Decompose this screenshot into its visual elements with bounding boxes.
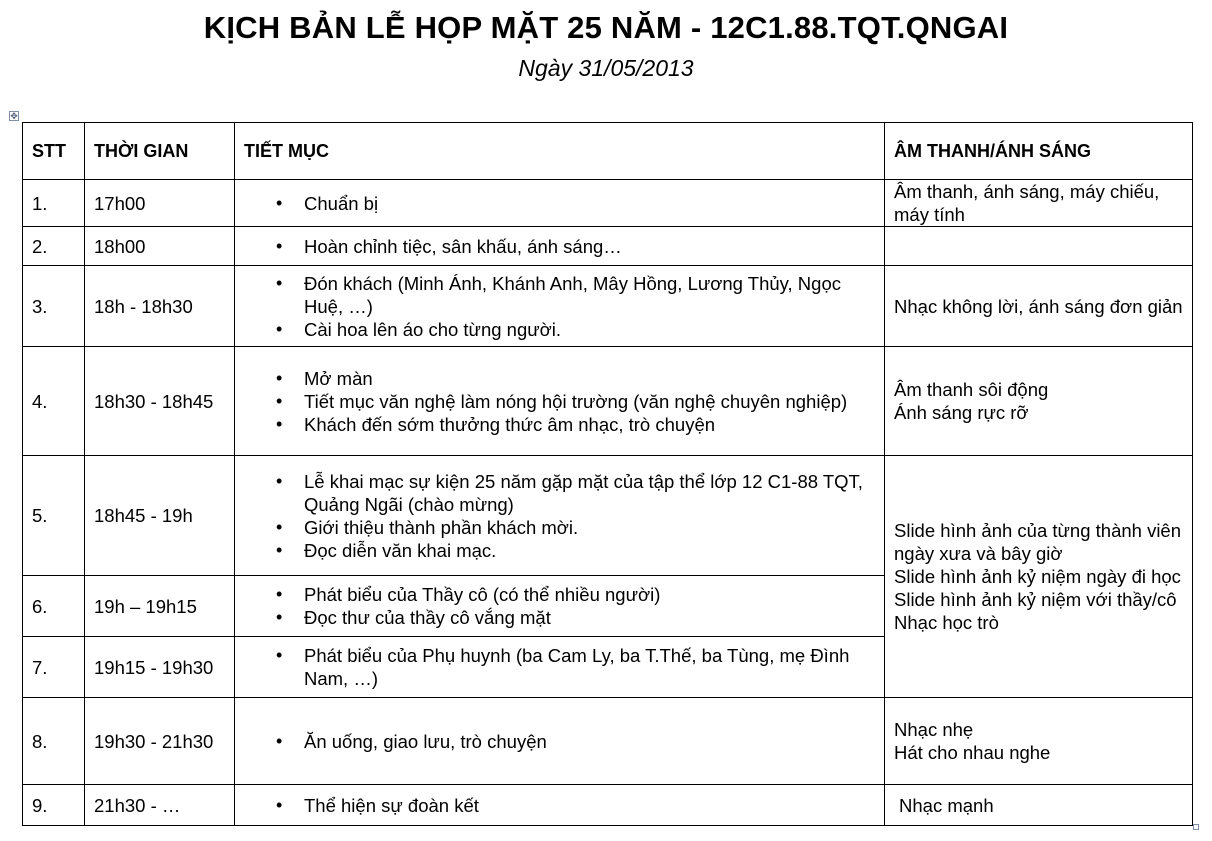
row-av xyxy=(885,266,1193,347)
list-item: • Cài hoa lên áo cho từng người. xyxy=(244,318,875,341)
row-items xyxy=(235,180,885,227)
table-header-row xyxy=(23,123,1193,180)
row-time: 19h15 - 19h30 xyxy=(85,637,235,698)
av-line: Nhạc học trò xyxy=(894,612,999,633)
row-stt: 4. xyxy=(23,347,85,456)
table-row xyxy=(23,227,1193,266)
row-stt: 2. xyxy=(23,227,85,266)
list-item: • Thể hiện sự đoàn kết xyxy=(244,794,875,817)
row-items xyxy=(235,637,885,698)
row-items xyxy=(235,227,885,266)
table-row xyxy=(23,456,1193,576)
row-items xyxy=(235,456,885,576)
row-items xyxy=(235,347,885,456)
list-item: • Đọc thư của thầy cô vắng mặt xyxy=(244,606,875,629)
row-time: 21h30 - … xyxy=(85,785,235,826)
list-item: • Mở màn xyxy=(244,367,875,390)
row-time: 18h00 xyxy=(85,227,235,266)
row-av xyxy=(885,180,1193,227)
av-line: Slide hình ảnh kỷ niệm ngày đi học xyxy=(894,566,1181,587)
row-av xyxy=(885,227,1193,266)
document-date: Ngày 31/05/2013 xyxy=(518,55,694,81)
row-time: 17h00 xyxy=(85,180,235,227)
av-line: Slide hình ảnh của từng thành viên ngày xưa và bây giờ xyxy=(894,520,1182,564)
header-time: THỜI GIAN xyxy=(85,123,235,180)
row-av xyxy=(885,785,1193,826)
row-items xyxy=(235,785,885,826)
row-items xyxy=(235,698,885,785)
row-stt: 5. xyxy=(23,456,85,576)
list-item: • Tiết mục văn nghệ làm nóng hội trường (văn nghệ chuyên nghiệp) xyxy=(244,390,875,413)
av-line: Nhạc không lời, ánh sáng đơn giản xyxy=(894,295,1183,317)
list-item: • Ăn uống, giao lưu, trò chuyện xyxy=(244,730,875,753)
table-row xyxy=(23,698,1193,785)
row-time: 18h45 - 19h xyxy=(85,456,235,576)
table-move-handle-icon[interactable]: ✥ xyxy=(10,111,18,121)
row-stt: 9. xyxy=(23,785,85,826)
av-line: Slide hình ảnh kỷ niệm với thầy/cô xyxy=(894,589,1177,610)
av-line: Nhạc nhẹ xyxy=(894,719,974,740)
list-item: • Chuẩn bị xyxy=(244,192,875,215)
table-row xyxy=(23,347,1193,456)
list-item: • Lễ khai mạc sự kiện 25 năm gặp mặt của tập thể lớp 12 C1-88 TQT, Quảng Ngãi (chào mừng) xyxy=(244,470,875,516)
row-av-merged xyxy=(885,456,1193,698)
row-av xyxy=(885,698,1193,785)
row-time: 19h – 19h15 xyxy=(85,576,235,637)
list-item: • Phát biểu của Phụ huynh (ba Cam Ly, ba T.Thế, ba Tùng, mẹ Đình Nam, …) xyxy=(244,644,875,690)
row-time: 19h30 - 21h30 xyxy=(85,698,235,785)
av-line: Âm thanh sôi động xyxy=(894,379,1049,400)
list-item: • Hoàn chỉnh tiệc, sân khấu, ánh sáng… xyxy=(244,235,875,258)
document-title: KỊCH BẢN LỄ HỌP MẶT 25 NĂM - 12C1.88.TQT.QNGAI xyxy=(203,10,1009,45)
header-stt: STT xyxy=(23,123,85,180)
row-stt: 6. xyxy=(23,576,85,637)
row-items xyxy=(235,576,885,637)
row-av xyxy=(885,347,1193,456)
schedule-table xyxy=(22,122,1193,826)
av-line: Âm thanh, ánh sáng, máy chiếu, máy tính xyxy=(894,181,1160,225)
row-stt: 8. xyxy=(23,698,85,785)
av-line: Hát cho nhau nghe xyxy=(894,742,1051,763)
list-item: • Khách đến sớm thưởng thức âm nhạc, trò chuyện xyxy=(244,413,875,436)
row-time: 18h30 - 18h45 xyxy=(85,347,235,456)
av-line: Ánh sáng rực rỡ xyxy=(894,402,1029,423)
header-item: TIẾT MỤC xyxy=(235,123,885,180)
row-stt: 7. xyxy=(23,637,85,698)
list-item: • Đón khách (Minh Ánh, Khánh Anh, Mây Hồng, Lương Thủy, Ngọc Huệ, …) xyxy=(244,272,875,318)
table-row xyxy=(23,785,1193,826)
row-stt: 3. xyxy=(23,266,85,347)
row-time: 18h - 18h30 xyxy=(85,266,235,347)
row-stt: 1. xyxy=(23,180,85,227)
row-items xyxy=(235,266,885,347)
list-item: • Giới thiệu thành phần khách mời. xyxy=(244,516,875,539)
av-line: Nhạc mạnh xyxy=(899,794,994,816)
table-resize-handle[interactable] xyxy=(1193,824,1199,830)
table-row xyxy=(23,180,1193,227)
table-row xyxy=(23,266,1193,347)
list-item: • Đọc diễn văn khai mạc. xyxy=(244,539,875,562)
header-av: ÂM THANH/ÁNH SÁNG xyxy=(885,123,1193,180)
list-item: • Phát biểu của Thầy cô (có thể nhiều người) xyxy=(244,583,875,606)
